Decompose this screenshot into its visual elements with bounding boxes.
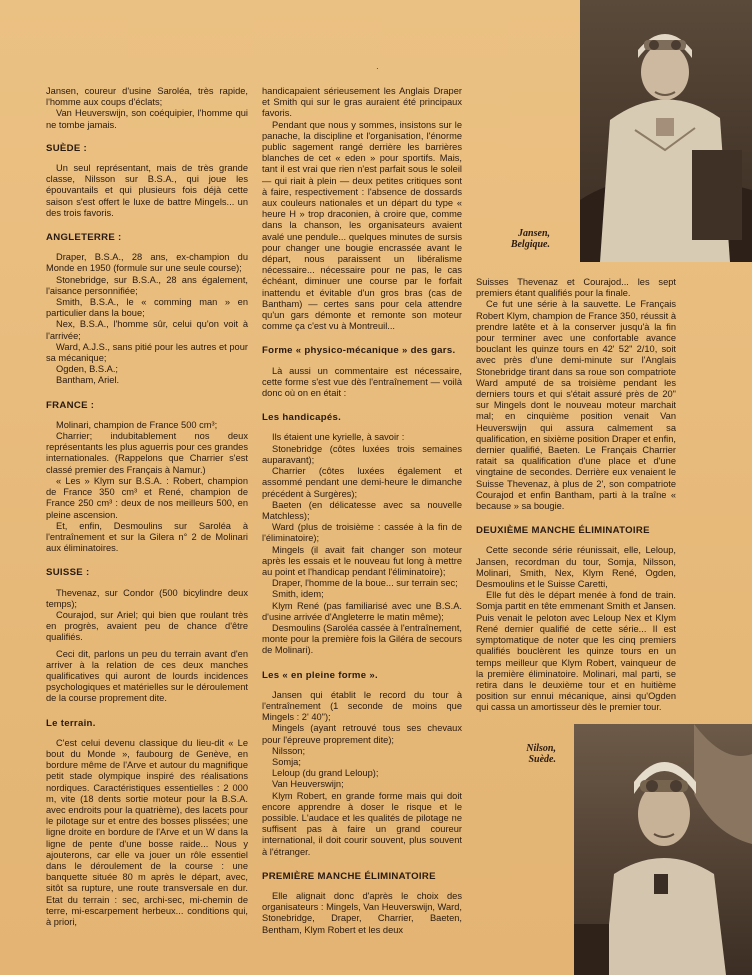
handicapes-baeten: Baeten (en délicatesse avec sa nouvelle Matchless); — [262, 499, 462, 521]
suisse-courajod: Courajod, sur Ariel; qui bien que roulant très en progrès, avaient peu de chance d'être qualifiés. — [46, 609, 248, 643]
heading-deuxieme-manche: DEUXIÈME MANCHE ÉLIMINATOIRE — [476, 525, 650, 537]
caption-nilson-name: Nilson, — [526, 743, 556, 754]
caption-nilson — [476, 743, 556, 765]
forme-mingels: Mingels (ayant retrouvé tous ses chevaux pour l'épreuve proprement dite); — [262, 723, 462, 745]
suisse-thevenaz: Thevenaz, sur Condor (500 bicylindre deux temps); — [46, 587, 248, 609]
france-molinari: Molinari, champion de France 500 cm³; — [56, 419, 218, 430]
forme-somja: Somja; — [272, 756, 301, 767]
col3-continuation: Suisses Thevenaz et Courajod... les sept premiers étant qualifiés pour la finale. — [476, 277, 676, 299]
forme-leloup: Leloup (du grand Leloup); — [272, 768, 379, 779]
terrain-paragraph: C'est celui devenu classique du lieu-dit « Le bout du Monde », faubourg de Genève, en bordure même de l'Arve et autour du magnifique petit stade olympique inspiré des réalisations nordiques. Caractéristiques essentielles : 2 000 m, vite (18 dents sortie moteur pour la B.S.A. avec endroits pour la quatrième), des lacets pour le pilotage sur et entre des bosses plissées; une ligne droite en bordure de l'Arve et un W dans la ligne de pente d'une bosse raide... Nous y ajouterons, car elle va jouer un rôle essentiel dans le déroulement de la course : une banquette située 80 m après le départ, avec, sitôt sa rupture, une route transversale en dur. Etat du terrain : sec, archi-sec, mi-chemin de terre, mi-escarpement herbeux... conditions qui, à priori, — [46, 737, 248, 927]
handicapes-smith: Smith, idem; — [272, 589, 324, 600]
handicapes-klym-rene: Klym René (pas familiarisé avec une B.S.A. d'usine arrivée d'Angleterre le matin même); — [262, 600, 462, 622]
suede-paragraph: Un seul représentant, mais de très grande classe, Nilsson sur B.S.A., qui joue les épouvantails et qui plusieurs fois déjà cette saison s'est offert le luxe de battre Mingels... un des trois favoris. — [46, 163, 248, 218]
caption-nilson-country: Suède. — [528, 754, 556, 765]
heading-handicapes: Les handicapés. — [262, 412, 342, 424]
forme-jansen: Jansen qui établit le record du tour à l'entraînement (1 seconde de moins que Mingels : 2' 40"); — [262, 689, 462, 723]
suisse-terrain-intro: Ceci dit, parlons un peu du terrain avant d'en arriver à la relation de ces deux manches qualificatives qui auront de lourds incidences psychologiques et matérielles sur le déroulement de la course proprement dite. — [46, 648, 248, 704]
rider-portrait-icon — [574, 724, 752, 975]
photo-jansen — [580, 0, 752, 262]
france-klym: « Les » Klym sur B.S.A. : Robert, champion de France 350 cm³ et René, champion de France 250 cm³ : deux de nos meilleurs 500, en pleine ascension. — [46, 475, 248, 520]
deuxieme-participants: Cette seconde série réunissait, elle, Leloup, Jansen, recordman du tour, Somja, Nilsson, Molinari, Smith, Nex, Klym René, Ogden, Desmoulins et le Suisse Caretti, — [476, 545, 676, 590]
handicapes-charrier: Charrier (côtes luxées également et assommé pendant une demi-heure le dimanche précédent à Surgères); — [262, 466, 462, 499]
forme-van-heuverswijn: Van Heuverswijn; — [272, 779, 344, 790]
handicapes-mingels: Mingels (il avait fait changer son moteur après les essais et le nouveau fut long à mettre au point et l'handicap pendant l'éliminatoire); — [262, 544, 462, 577]
heading-suisse: SUISSE : — [46, 567, 90, 579]
photo-nilson — [574, 724, 752, 975]
heading-angleterre: ANGLETERRE : — [46, 232, 122, 244]
column-3 — [476, 277, 676, 719]
heading-france: FRANCE : — [46, 399, 95, 411]
handicapes-ward: Ward (plus de troisième : cassée à la fin de l'éliminatoire); — [262, 522, 462, 544]
handicapes-intro: Ils étaient une kyrielle, à savoir : — [272, 432, 405, 443]
deuxieme-paragraph: Elle fut dès le départ menée à fond de train. Somja partit en tête emmenant Smith et Jansen. Puis venait le peloton avec Leloup Nex et Klym René dernier qualifié de cette série... Il est symptomatique de noter que les cinq premiers qualifiés bouclèrent les quinze tours en un temps meilleur que Klym Robert, vainqueur de la première éliminatoire. Molinari, mal parti, se retira dans le deuxième tour et en huitième position sur ennui mécanique, ainsi qu'Ogden qui cassa un amortisseur dès le premier tour. — [476, 590, 676, 713]
heading-forme: Forme « physico-mécanique » des gars. — [262, 345, 456, 357]
handicapes-draper: Draper, l'homme de la boue... sur terrain sec; — [272, 578, 458, 589]
heading-premiere-manche: PREMIÈRE MANCHE ÉLIMINATOIRE — [262, 870, 436, 882]
angleterre-smith: Smith, B.S.A., le « comming man » en particulier dans la boue; — [46, 297, 248, 319]
caption-jansen-country: Belgique. — [510, 239, 550, 250]
heading-suede: SUÈDE : — [46, 142, 88, 154]
premiere-paragraph: Elle alignait donc d'après le choix des organisateurs : Mingels, Van Heuverswijn, Ward, Stonebridge, Draper, Charrier, Baeten, Bentham, Klym Robert et les deux — [262, 891, 462, 935]
forme-paragraph: Là aussi un commentaire est nécessaire, cette forme s'est vue dès l'entraînement — voilà donc où on en était : — [262, 365, 462, 399]
intro-van-heuverswijn: Van Heuverswijn, son coéquipier, l'homme qui ne tombe jamais. — [46, 108, 248, 130]
intro-jansen: Jansen, coureur d'usine Saroléa, très rapide, l'homme aux coups d'éclats; — [46, 86, 248, 108]
heading-terrain: Le terrain. — [46, 717, 96, 729]
forme-klym-robert: Klym Robert, en grande forme mais qui doit encore apprendre à doser le risque et le possible. L'audace et les qualités de pilotage ne suffisent pas à faire un grand coureur international, il doit courir souvent, plus souvent à l'étranger. — [262, 790, 462, 857]
angleterre-bantham: Bantham, Ariel. — [56, 375, 120, 386]
france-desmoulins: Et, enfin, Desmoulins sur Saroléa à l'entraînement et sur la Gilera n° 2 de Molinari aux éliminatoires. — [46, 520, 248, 554]
caption-jansen-name: Jansen, — [518, 228, 550, 239]
france-charrier: Charrier; indubitablement nos deux représentants les plus aguerris pour ces grandes internationales. (Rappelons que Charrier s'est classé premier des Français à Namur.) — [46, 431, 248, 475]
angleterre-nex: Nex, B.S.A., l'homme sûr, celui qu'on voit à l'arrivée; — [46, 319, 248, 341]
col2-continuation: handicapaient sérieusement les Anglais Draper et Smith qui sur le gras auraient été principaux favoris. — [262, 86, 462, 119]
handicapes-desmoulins: Desmoulins (Saroléa cassée à l'entraînement, monte pour la première fois la Giléra de secours de Molinari). — [262, 622, 462, 656]
angleterre-ward: Ward, A.J.S., sans pitié pour les autres et pour sa mécanique; — [46, 341, 248, 364]
column-1 — [46, 86, 248, 933]
caption-jansen — [470, 228, 550, 250]
column-2 — [262, 86, 462, 941]
col3-premiere-result: Ce fut une série à la sauvette. Le Français Robert Klym, champion de France 350, réussit à prendre latête et à la conserver jusqu'à la fin pour terminer avec une confortable avance bouclant les quinze tours en 42' 52" 2/10, soit avec près d'une demi-minute sur l'Anglais Stonebridge tirant dans sa roue son compatriote Ward amputé de sa troisième pendant les derniers tours et qui s'était assuré près de 20" sur Mingels dont le nouveau moteur marchait mal; en cinquième position venait Van Heuverswijn qui assura calmement sa qualification, en sixième position Draper et enfin, dernier qualifié, Baeten. Le Français Charrier ratait sa qualification d'une place et d'une vingtaine de secondes. Derrière eux venaient le Suisse Thevenaz, à plus de 2', son compatriote Courajod et enfin Bantham, parti à la traîne « because » sa bougie. — [476, 299, 676, 512]
angleterre-draper: Draper, B.S.A., 28 ans, ex-champion du Monde en 1950 (formule sur une seule course); — [46, 252, 248, 274]
page-mark: · — [376, 64, 379, 73]
handicapes-stonebridge: Stonebridge (côtes luxées trois semaines auparavant); — [262, 443, 462, 465]
heading-pleine-forme: Les « en pleine forme ». — [262, 669, 378, 681]
col2-organisation: Pendant que nous y sommes, insistons sur le panache, la discipline et l'organisation, l'énorme public sagement rangé derrière les barrières blanches de cet « eden » pour sportifs. Mais, tant il est vrai que rien n'est parfait sous le soleil — qui riait à plein — deux petites critiques sont à faire, respectivement : l'absence de dossards aux couleurs nationales et un départ du type « heure H » trop draconien, à croire que, comme dans la chanson, les organisateurs avaient avalé une pendule... quelques minutes de sursis pour changer une bougie encrassée avant le départ, nous paraissent un libéralisme nécessaire... nécessaire pour ne pas, le cas échéant, diminuer une course par le forfait inattendu et évitable d'un gros bras (cas de Bantham) — certes sans pour cela attendre qu'un gars démonte et remonte son moteur comme ça c'est vu à Montreuil... — [262, 119, 462, 332]
angleterre-ogden: Ogden, B.S.A.; — [56, 364, 119, 375]
rider-portrait-icon — [580, 0, 752, 262]
forme-nilsson: Nilsson; — [272, 745, 306, 756]
angleterre-stonebridge: Stonebridge, sur B.S.A., 28 ans également, l'aisance personnifiée; — [46, 274, 248, 296]
